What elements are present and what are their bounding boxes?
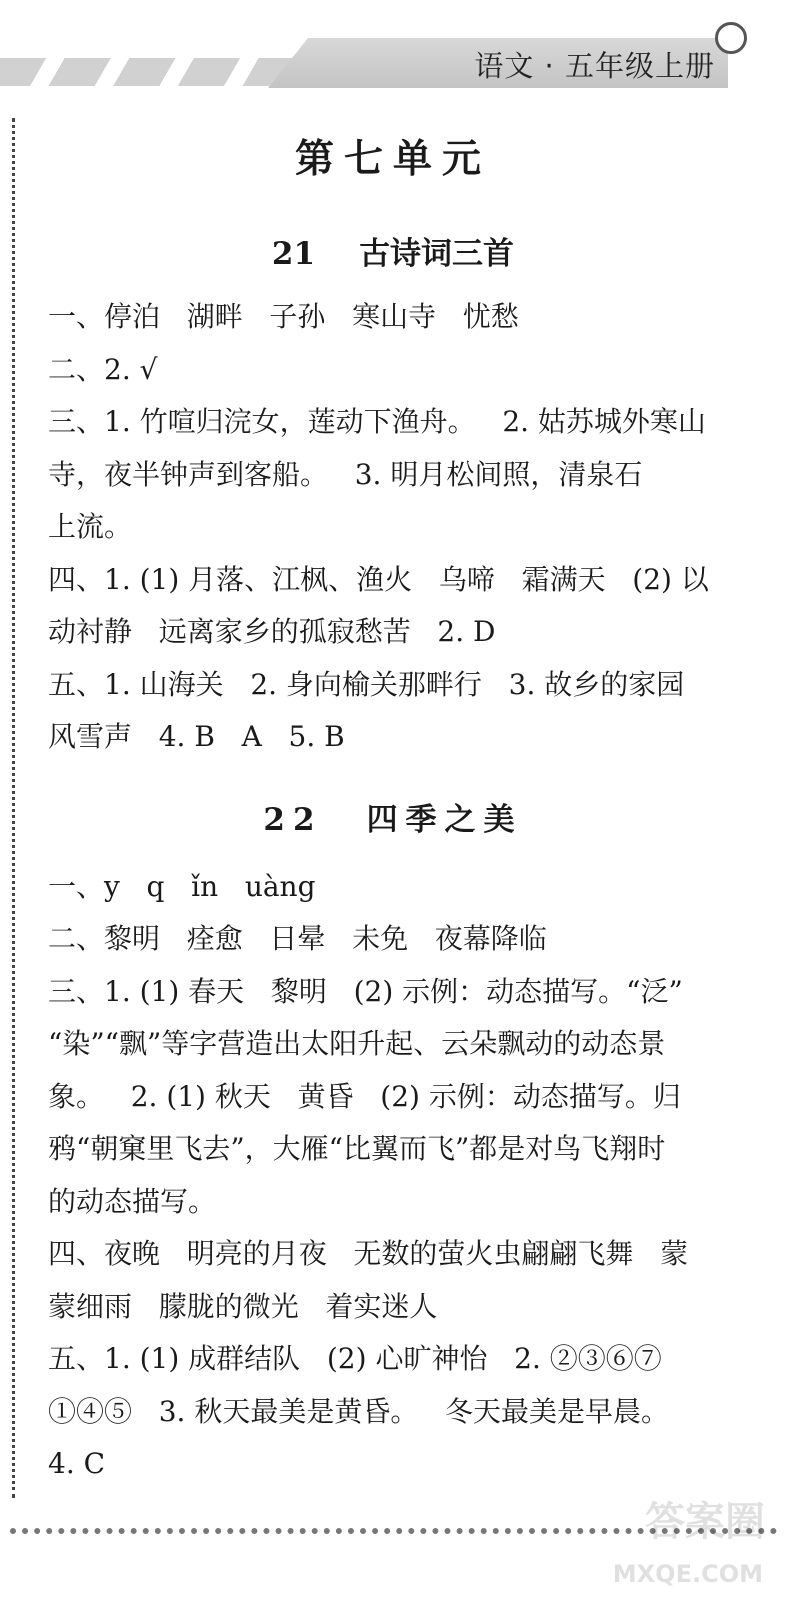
- watermark-url: MXQE.COM: [612, 1560, 763, 1588]
- answer-line: 一、y q ǐn uàng: [48, 869, 316, 903]
- corner-circle-icon: [715, 22, 747, 54]
- answer-line: 动衬静 远离家乡的孤寂愁苦 2. D: [48, 615, 496, 648]
- answer-line: 风雪声 4. B A 5. B: [48, 720, 345, 753]
- answer-line: ①④⑤ 3. 秋天最美是黄昏。 冬天最美是早晨。: [48, 1394, 670, 1428]
- lesson-title: [48, 794, 738, 839]
- lesson-name: 古诗词三首: [359, 236, 515, 272]
- watermark-logo: 答案圈: [645, 1499, 765, 1545]
- lesson-section: [48, 228, 738, 764]
- answer-line: 象。 2. (1) 秋天 黄昏 (2) 示例：动态描写。归: [48, 1079, 681, 1113]
- answer-line: 上流。: [48, 510, 133, 543]
- answer-line: 寺，夜半钟声到客船。 3. 明月松间照，清泉石: [48, 457, 643, 491]
- lesson-number: 21: [271, 236, 316, 272]
- answer-line: 鸦“朝窠里飞去”，大雁“比翼而飞”都是对鸟飞翔时: [48, 1132, 666, 1165]
- answer-line: 四、夜晚 明亮的月夜 无数的萤火虫翩翩飞舞 蒙: [48, 1237, 689, 1270]
- header-title: 语文 · 五年级上册: [474, 49, 715, 83]
- answer-content: [48, 128, 738, 1491]
- answer-line: 五、1. 山海关 2. 身向榆关那畔行 3. 故乡的家园: [48, 667, 685, 701]
- answer-line: “染”“飘”等字营造出太阳升起、云朵飘动的动态景: [48, 1027, 666, 1060]
- header-stripes: [0, 58, 300, 86]
- unit-title: 第七单元: [294, 137, 491, 182]
- left-margin-rule: [12, 118, 15, 1498]
- answer-line: 四、1. (1) 月落、江枫、渔火 乌啼 霜满天 (2) 以: [48, 562, 709, 596]
- answer-line: 4. C: [48, 1447, 106, 1480]
- answer-line: 的动态描写。: [48, 1184, 217, 1218]
- lesson-number: 22: [263, 801, 323, 838]
- lesson-name: 四季之美: [366, 801, 523, 838]
- answer-line: 蒙细雨 朦胧的微光 着实迷人: [48, 1289, 438, 1323]
- answer-line: 二、黎明 痊愈 日晕 未免 夜幕降临: [48, 922, 547, 955]
- answer-line: 三、1. 竹喧归浣女，莲动下渔舟。 2. 姑苏城外寒山: [48, 405, 706, 438]
- answer-line: 二、2. √: [48, 352, 158, 386]
- answer-line: 三、1. (1) 春天 黎明 (2) 示例：动态描写。“泛”: [48, 974, 683, 1008]
- lesson-section: [48, 794, 738, 1491]
- answer-line: 五、1. (1) 成群结队 (2) 心旷神怡 2. ②③⑥⑦: [48, 1342, 662, 1375]
- answer-line: 一、停泊 湖畔 子孙 寒山寺 忧愁: [48, 300, 519, 333]
- lesson-title: [48, 228, 738, 273]
